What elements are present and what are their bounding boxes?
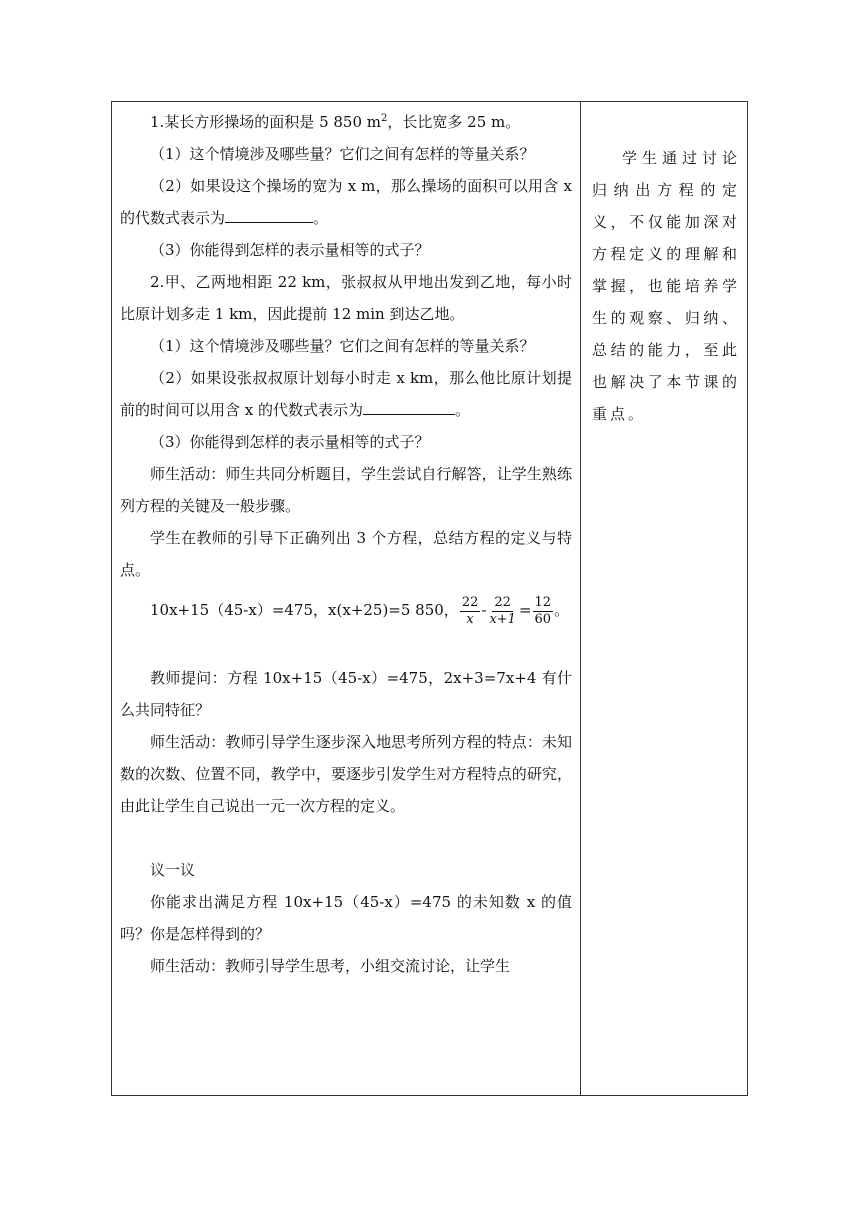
question-2-2: （2）如果设张叔叔原计划每小时走 x km，那么他比原计划提前的时间可以用含 x 的代数式表示为 。 — [120, 369, 572, 419]
teacher-question: 教师提问：方程 10x+15（45-x）=475，2x+3=7x+4 有什么共同特征？ — [120, 669, 572, 719]
question-2-3: （3）你能得到怎样的表示量相等的式子？ — [150, 433, 430, 451]
activity-2: 学生在教师的引导下正确列出 3 个方程，总结方程的定义与特点。 — [120, 529, 572, 579]
discuss-question: 你能求出满足方程 10x+15（45-x）=475 的未知数 x 的值吗？你是怎样得到的？ — [120, 893, 572, 943]
teaching-process-column — [120, 106, 572, 982]
design-note: 学生通过讨论归纳出方程的定义，不仅能加深对方程定义的理解和掌握，也能培养学生的观察、归纳、总结的能力，至此也解决了本节课的重点。 — [592, 149, 740, 423]
answer-blank — [363, 400, 455, 415]
problem-1: 1.某长方形操场的面积是 5 850 $m^2$，长比宽多 25 m。 — [150, 113, 521, 131]
equations-text: 10x+15（45-x）=475，x(x+25)=5 850， — [150, 601, 459, 619]
question-1-3: （3）你能得到怎样的表示量相等的式子？ — [150, 241, 430, 259]
question-1-2: （2）如果设这个操场的宽为 x m，那么操场的面积可以用含 x 的代数式表示为 。 — [120, 177, 572, 227]
problem-2: 2.甲、乙两地相距 22 km，张叔叔从甲地出发到乙地，每小时比原计划多走 1 km，因此提前 12 min 到达乙地。 — [120, 273, 572, 323]
fraction-22-over-x-plus-1: $\frac{22}{x+1}$ — [489, 594, 516, 627]
question-2-1: （1）这个情境涉及哪些量？它们之间有怎样的等量关系？ — [150, 337, 535, 355]
lesson-table — [111, 101, 748, 1096]
question-1-1: （1）这个情境涉及哪些量？它们之间有怎样的等量关系？ — [150, 145, 535, 163]
design-intent-column — [592, 142, 740, 430]
fraction-22-over-x: $\frac{22}{x}$ — [461, 594, 479, 627]
activity-4: 师生活动：教师引导学生思考，小组交流讨论，让学生 — [150, 957, 511, 975]
column-divider — [580, 102, 581, 1095]
equations-line: 10x+15（45-x）=475，x(x+25)=5 850， $\frac{22}{x}$ - $\frac{22}{x+1}$ = $\frac{12}{60}$ 。 — [150, 594, 570, 627]
superscript: 2 — [381, 113, 388, 124]
discuss-title: 议一议 — [150, 861, 196, 879]
fraction-12-over-60: $\frac{12}{60}$ — [534, 594, 552, 627]
answer-blank — [225, 208, 313, 223]
activity-1: 师生活动：师生共同分析题目，学生尝试自行解答，让学生熟练列方程的关键及一般步骤。 — [120, 465, 572, 515]
activity-3: 师生活动：教师引导学生逐步深入地思考所列方程的特点：未知数的次数、位置不同，教学中，要逐步引发学生对方程特点的研究，由此让学生自己说出一元一次方程的定义。 — [120, 733, 572, 815]
